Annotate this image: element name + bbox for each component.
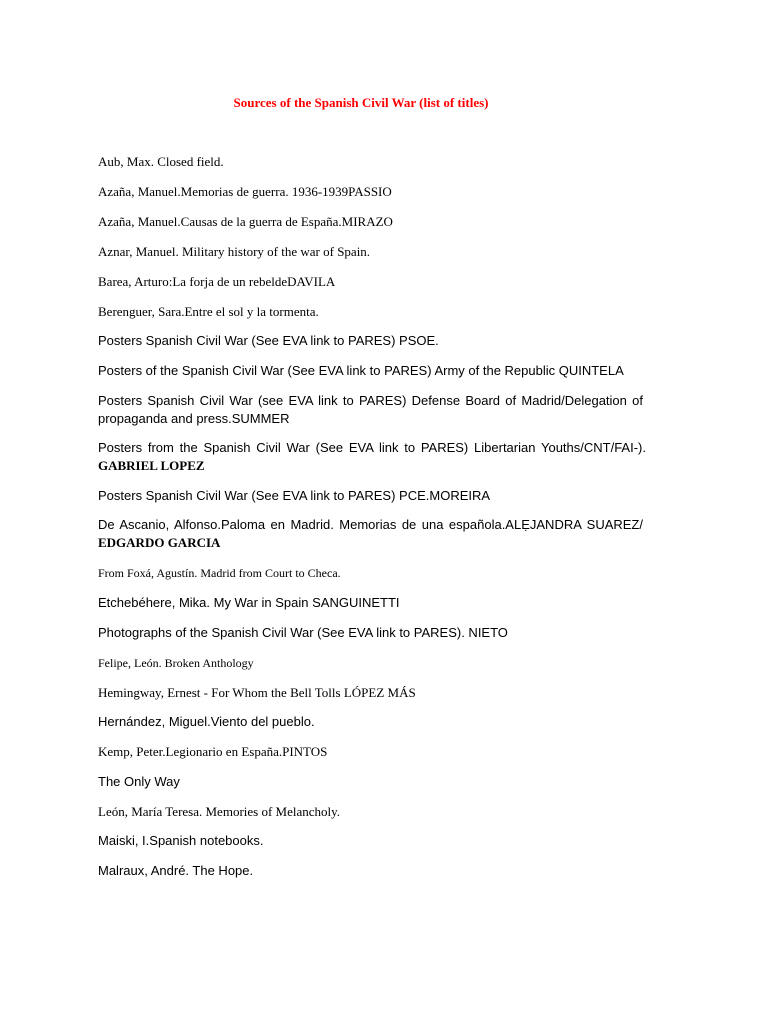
list-item [98, 743, 327, 761]
entry-text: Posters from the Spanish Civil War (See EVA link to PARES) Libertarian Youths/CNT/FAI-). [98, 440, 646, 455]
entry-text: Aub, Max. Closed field. [98, 154, 224, 169]
list-item [98, 564, 341, 582]
entry-text: Hernández, Miguel.Viento del pueblo. [98, 714, 315, 729]
list-item [98, 243, 370, 261]
entry-text: De Ascanio, Alfonso.Paloma en Madrid. Memorias de una española.ALẸJANDRA SUAREZ/ [98, 517, 643, 532]
list-item [98, 362, 658, 380]
entry-text: Posters Spanish Civil War (see EVA link to PARES) Defense Board of Madrid/Delegation of propaganda and press.SUMMER [98, 393, 643, 426]
list-item [98, 773, 180, 791]
list-item [98, 153, 224, 171]
entry-text: Maiski, I.Spanish notebooks. [98, 833, 264, 848]
list-item [98, 213, 393, 231]
entry-bold-author: EDGARDO GARCIA [98, 535, 221, 550]
entry-text: Etchebéhere, Mika. My War in Spain SANGUINETTI [98, 595, 400, 610]
entry-text: León, María Teresa. Memories of Melancholy. [98, 804, 341, 819]
entry-text: Azaña, Manuel.Causas de la guerra de España.MIRAZO [98, 214, 393, 229]
entry-text: Kemp, Peter.Legionario en España.PINTOS [98, 744, 328, 759]
entry-text: Barea, Arturo:La forja de un rebeldeDAVILA [98, 274, 336, 289]
entry-text: The Only Way [98, 774, 180, 789]
entry-text: Berenguer, Sara.Entre el sol y la tormenta. [98, 304, 319, 319]
list-item [98, 516, 643, 552]
list-item [98, 487, 490, 505]
list-item [98, 654, 254, 672]
list-item [98, 832, 263, 850]
list-item [98, 594, 400, 612]
list-item [98, 713, 315, 731]
entry-text: Posters Spanish Civil War (See EVA link to PARES) PCE.MOREIRA [98, 488, 491, 503]
entry-text: Photographs of the Spanish Civil War (See EVA link to PARES). NIETO [98, 625, 508, 640]
entry-text: Malraux, André. The Hope. [98, 863, 254, 878]
list-item [98, 273, 335, 291]
list-item [98, 624, 508, 642]
entry-bold-author: GABRIEL LOPEZ [98, 458, 205, 473]
list-item [98, 332, 439, 350]
list-item [98, 183, 392, 201]
list-item [98, 303, 319, 321]
entry-text: Aznar, Manuel. Military history of the war of Spain. [98, 244, 371, 259]
list-item [98, 803, 340, 821]
entry-text: Hemingway, Ernest - For Whom the Bell Tolls LÓPEZ MÁS [98, 685, 416, 700]
entry-text: Posters Spanish Civil War (See EVA link to PARES) PSOE. [98, 333, 439, 348]
list-item [98, 862, 253, 880]
list-item [98, 684, 416, 702]
document-title: Sources of the Spanish Civil War (list of titles) [233, 95, 489, 110]
entry-text: Felipe, León. Broken Anthology [98, 656, 254, 670]
entry-text: Posters of the Spanish Civil War (See EVA link to PARES) Army of the Republic QUINTELA [98, 363, 624, 378]
list-item [98, 392, 643, 428]
list-item [98, 439, 646, 475]
entry-text: From Foxá, Agustín. Madrid from Court to Checa. [98, 566, 341, 580]
entry-text: Azaña, Manuel.Memorias de guerra. 1936-1939PASSIO [98, 184, 392, 199]
